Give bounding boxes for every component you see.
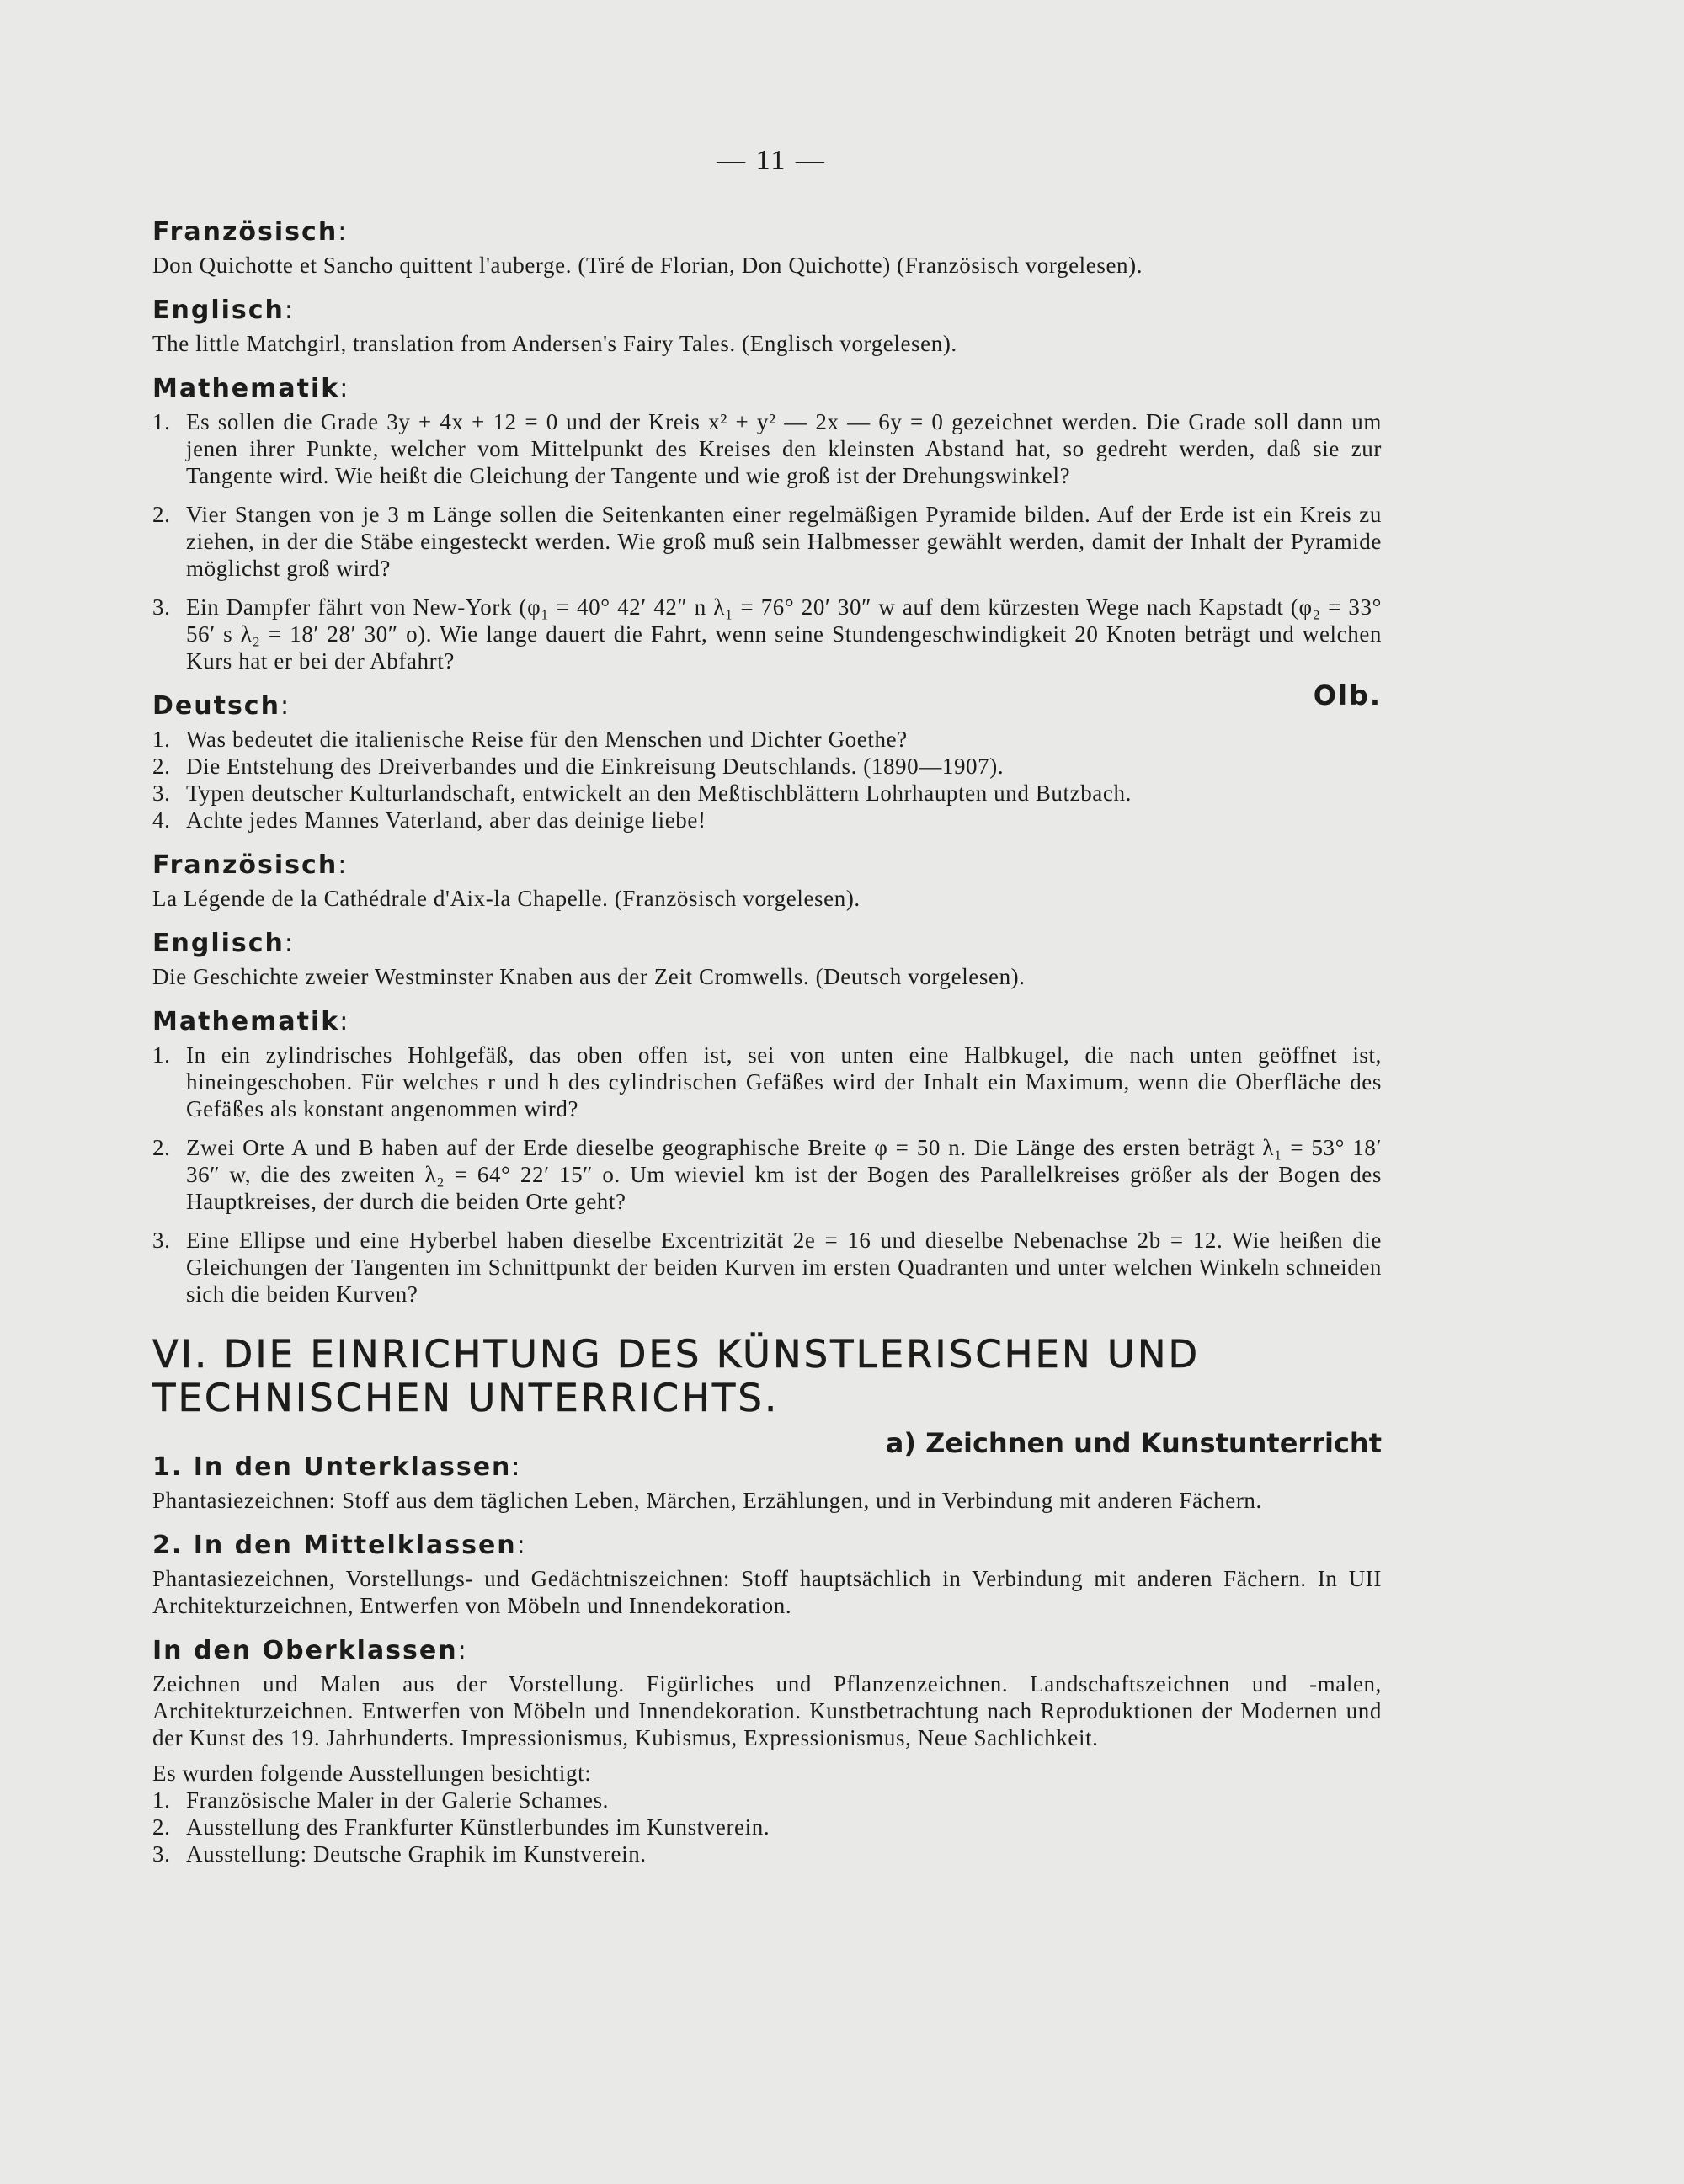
mathematik-list <box>152 408 1382 674</box>
heading-englisch: Englisch: <box>152 296 295 325</box>
list-item: 1. Was bedeutet die italienische Reise für den Menschen und Dichter Goethe? <box>152 727 908 752</box>
unterklassen-text: Phantasiezeichnen: Stoff aus dem täglichen Leben, Märchen, Erzählungen, und in Verbindung mit anderen Fächern. <box>152 1488 1262 1513</box>
englisch-text: The little Matchgirl, translation from Andersen's Fairy Tales. (Englisch vorgelesen). <box>152 331 957 356</box>
list-item: 1. Französische Maler in der Galerie Schames. <box>152 1787 610 1813</box>
heading-mathematik-2: Mathematik: <box>152 1007 350 1036</box>
class-label: Olb. <box>1313 679 1382 711</box>
class-block-olb <box>152 679 1382 834</box>
list-item: 3. Typen deutscher Kulturlandschaft, entwickelt an den Meßtischblättern Lohrhaupten und Butzbach. <box>152 780 1132 806</box>
subheading: a) Zeichnen und Kunstunterricht <box>885 1427 1382 1459</box>
list-item: 2. Vier Stangen von je 3 m Länge sollen die Seitenkanten einer regelmäßigen Pyramide bilden. Auf der Erde ist ein Kreis zu ziehen, in der die Stäbe eingesteckt werden. Wie groß muß sein Halbmesser gewählt werden, damit der Inhalt der Pyramide möglichst groß wird? <box>152 502 1382 581</box>
heading-oberklassen: In den Oberklassen: <box>152 1636 468 1665</box>
franzoesisch-text-2: La Légende de la Cathédrale d'Aix-la Chapelle. (Französisch vorgelesen). <box>152 886 861 911</box>
section-title: VI. DIE EINRICHTUNG DES KÜNSTLERISCHEN UND TECHNISCHEN UNTERRICHTS. <box>152 1332 1201 1420</box>
heading-unterklassen: 1. In den Unterklassen: <box>152 1452 522 1482</box>
page-number: — 11 — <box>717 145 826 176</box>
ausstellungen-intro: Es wurden folgende Ausstellungen besichtigt: <box>152 1761 592 1786</box>
heading-englisch-2: Englisch: <box>152 929 295 958</box>
heading-mathematik: Mathematik: <box>152 374 350 403</box>
list-item: 1. In ein zylindrisches Hohlgefäß, das oben offen ist, sei von unten eine Halbkugel, die nach unten geöffnet ist, hineingeschoben. Für welches r und h des cylindrischen Gefäßes wird der Inhalt ein Maximum, wenn die Oberfläche des Gefäßes als konstant angenommen wird? <box>152 1042 1382 1121</box>
englisch-text-2: Die Geschichte zweier Westminster Knaben aus der Zeit Cromwells. (Deutsch vorgelesen). <box>152 964 1026 989</box>
list-item: 2. Zwei Orte A und B haben auf der Erde dieselbe geographische Breite φ = 50 n. Die Länge des ersten beträgt λ₁ = 53° 18′ 36″ w, die des zweiten λ₂ = 64° 22′ 15″ o. Um wieviel km ist der Bogen des Parallelkreises größer als der Bogen des Hauptkreises, der durch die beiden Orte geht? <box>152 1135 1382 1214</box>
list-item: 2. Ausstellung des Frankfurter Künstlerbundes im Kunstverein. <box>152 1814 770 1840</box>
deutsch-list <box>152 726 1382 834</box>
heading-franzoesisch: Französisch: <box>152 217 349 247</box>
heading-mittelklassen: 2. In den Mittelklassen: <box>152 1531 527 1560</box>
list-item: 4. Achte jedes Mannes Vaterland, aber das deinige liebe! <box>152 807 706 833</box>
page-content <box>152 217 1382 1884</box>
ausstellungen-list <box>152 1787 1382 1867</box>
list-item: 2. Die Entstehung des Dreiverbandes und die Einkreisung Deutschlands. (1890—1907). <box>152 754 1005 779</box>
list-item: 3. Eine Ellipse und eine Hyberbel haben dieselbe Excentrizität 2e = 16 und dieselbe Nebenachse 2b = 12. Wie heißen die Gleichungen der Tangenten im Schnittpunkt der beiden Kurven im ersten Quadranten und unter welchen Winkeln schneiden sich die beiden Kurven? <box>152 1228 1382 1307</box>
mittelklassen-text: Phantasiezeichnen, Vorstellungs- und Gedächtniszeichnen: Stoff hauptsächlich in Verbindung mit anderen Fächern. In UII Architekturzeichnen, Entwerfen von Möbeln und Innendekoration. <box>152 1566 1382 1618</box>
franzoesisch-text: Don Quichotte et Sancho quittent l'auberge. (Tiré de Florian, Don Quichotte) (Französisch vorgelesen). <box>152 253 1143 278</box>
oberklassen-text: Zeichnen und Malen aus der Vorstellung. Figürliches und Pflanzenzeichnen. Landschaftszeichnen und -malen, Architekturzeichnen. Entwerfen von Möbeln und Innendekoration. Kunstbetrachtung nach Reproduktionen der Modernen und der Kunst des 19. Jahrhunderts. Impressionismus, Kubismus, Expressionismus, Neue Sachlichkeit. <box>152 1671 1382 1750</box>
list-item: 3. Ausstellung: Deutsche Graphik im Kunstverein. <box>152 1841 647 1867</box>
mathematik-list-2 <box>152 1041 1382 1308</box>
list-item: 3. Ein Dampfer fährt von New-York (φ₁ = 40° 42′ 42″ n λ₁ = 76° 20′ 30″ w auf dem kürzesten Wege nach Kapstadt (φ₂ = 33° 56′ s λ₂ = 18′ 28′ 30″ o). Wie lange dauert die Fahrt, wenn seine Stundengeschwindigkeit 20 Knoten beträgt und welchen Kurs hat er bei der Abfahrt? <box>152 594 1382 674</box>
heading-deutsch: Deutsch: <box>152 691 291 721</box>
list-item: 1. Es sollen die Grade 3y + 4x + 12 = 0 und der Kreis x² + y² — 2x — 6y = 0 gezeichnet werden. Die Grade soll dann um jenen ihrer Punkte, welcher vom Mittelpunkt des Kreises den kleinsten Abstand hat, so gedreht werden, daß sie zur Tangente wird. Wie heißt die Gleichung der Tangente und wie groß ist der Drehungswinkel? <box>152 409 1382 488</box>
heading-franzoesisch-2: Französisch: <box>152 850 349 880</box>
